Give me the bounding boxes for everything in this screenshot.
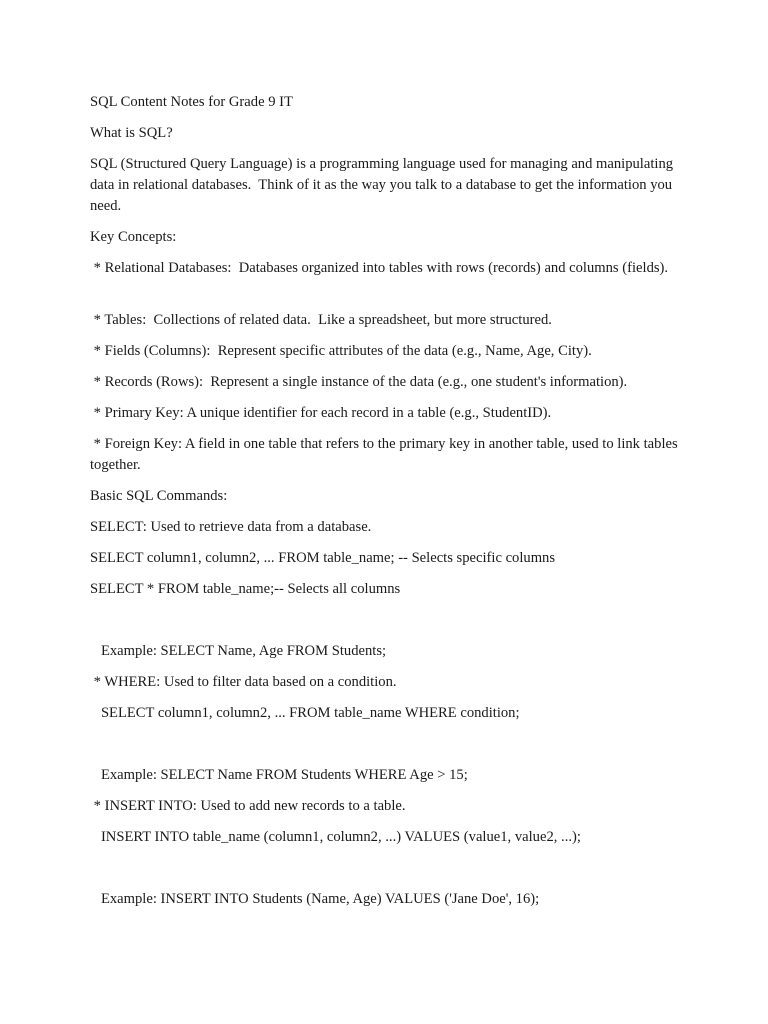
command-where-description: * WHERE: Used to filter data based on a condition.: [90, 674, 397, 690]
command-where-syntax: SELECT column1, column2, ... FROM table_name WHERE condition;: [90, 705, 520, 721]
command-insert-syntax: INSERT INTO table_name (column1, column2, ...) VALUES (value1, value2, ...);: [90, 829, 581, 845]
concept-item-foreign-key: * Foreign Key: A field in one table that refers to the primary key in another table, used to link tables together.: [90, 436, 682, 473]
command-select-columns-syntax: SELECT column1, column2, ... FROM table_name; -- Selects specific columns: [90, 550, 556, 566]
command-insert-example: Example: INSERT INTO Students (Name, Age) VALUES ('Jane Doe', 16);: [90, 891, 540, 907]
document-title: SQL Content Notes for Grade 9 IT: [90, 94, 293, 110]
section-heading-what-is-sql: What is SQL?: [90, 125, 173, 141]
command-insert-description: * INSERT INTO: Used to add new records to a table.: [90, 798, 406, 814]
concept-item-primary-key: * Primary Key: A unique identifier for each record in a table (e.g., StudentID).: [90, 405, 552, 421]
command-select-example: Example: SELECT Name, Age FROM Students;: [90, 643, 387, 659]
concept-item-records: * Records (Rows): Represent a single instance of the data (e.g., one student's information).: [90, 374, 628, 390]
section-heading-basic-commands: Basic SQL Commands:: [90, 488, 228, 504]
command-where-example: Example: SELECT Name FROM Students WHERE Age > 15;: [90, 767, 468, 783]
concept-item-tables: * Tables: Collections of related data. Like a spreadsheet, but more structured.: [90, 312, 552, 328]
intro-paragraph: SQL (Structured Query Language) is a programming language used for managing and manipulating data in relational databases. Think of it as the way you talk to a database to get the information you need.: [90, 156, 677, 214]
command-select-all-syntax: SELECT * FROM table_name;-- Selects all columns: [90, 581, 401, 597]
section-heading-key-concepts: Key Concepts:: [90, 229, 177, 245]
concept-item-relational-databases: * Relational Databases: Databases organized into tables with rows (records) and columns (fields).: [90, 260, 669, 276]
command-select-description: SELECT: Used to retrieve data from a database.: [90, 519, 372, 535]
concept-item-fields: * Fields (Columns): Represent specific attributes of the data (e.g., Name, Age, City).: [90, 343, 592, 359]
